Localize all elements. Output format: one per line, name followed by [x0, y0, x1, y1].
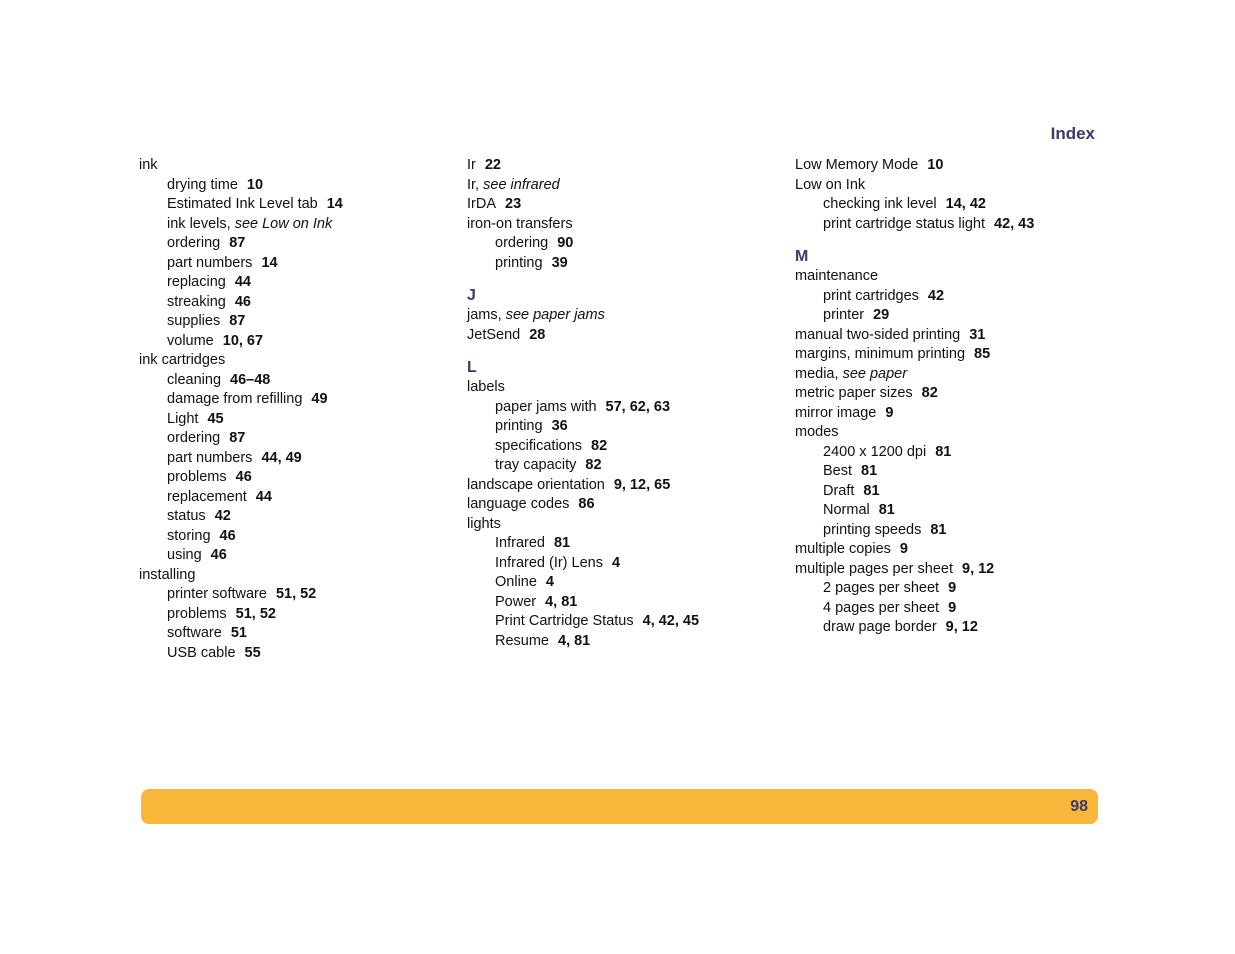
- index-entry: [795, 540, 1095, 560]
- page-reference: 9, 12, 65: [613, 476, 671, 493]
- entry-term: problems: [167, 469, 227, 485]
- page-reference: 42: [214, 508, 231, 524]
- entry-term: print cartridges: [823, 287, 919, 304]
- index-subentry: [467, 534, 767, 554]
- entry-term: printer software: [167, 586, 267, 602]
- entry-term: Infrared: [495, 535, 545, 551]
- see-reference: see Low on Ink: [234, 215, 333, 232]
- entry-term: Estimated Ink Level tab: [167, 196, 318, 212]
- page-reference: 86: [578, 496, 595, 512]
- index-subentry: [795, 482, 1095, 502]
- page-reference: 36: [551, 418, 568, 434]
- page-reference: 9: [948, 580, 957, 596]
- entry-term: ink: [139, 157, 158, 173]
- index-subentry: [795, 521, 1095, 541]
- page-reference: 28: [529, 326, 546, 343]
- index-entry: [467, 515, 767, 535]
- index-subentry: [795, 443, 1095, 463]
- entry-term: metric paper sizes: [795, 385, 913, 401]
- entry-term: draw page border: [823, 619, 937, 635]
- index-entry: [795, 423, 1095, 443]
- index-entry: [795, 156, 1095, 176]
- page-reference: 9, 12: [962, 560, 995, 577]
- index-subentry: [795, 462, 1095, 482]
- entry-term: printing: [495, 418, 543, 434]
- entry-term: storing: [167, 527, 211, 544]
- index-subentry: [467, 612, 767, 632]
- entry-term: landscape orientation: [467, 476, 605, 493]
- index-entry: [139, 566, 439, 586]
- entry-term: Power: [495, 593, 537, 610]
- index-entry: [467, 176, 767, 196]
- page-reference: 57, 62, 63: [605, 398, 671, 415]
- index-column-1: [139, 156, 439, 663]
- index-entry: [795, 326, 1095, 346]
- page-reference: 42, 43: [994, 215, 1035, 232]
- page-reference: 42: [927, 287, 945, 304]
- page-reference: 39: [551, 254, 568, 271]
- index-subentry: [795, 599, 1095, 619]
- page-reference: 81: [935, 443, 952, 460]
- entry-term: streaking: [167, 293, 226, 310]
- index-subentry: [139, 312, 439, 332]
- page-reference: 29: [873, 307, 890, 323]
- page-reference: 9: [899, 541, 908, 557]
- page-reference: 4: [545, 574, 554, 590]
- entry-term: multiple copies: [795, 541, 891, 557]
- page-reference: 87: [229, 430, 246, 446]
- entry-term: lights: [467, 515, 501, 532]
- page-reference: 14: [326, 196, 343, 212]
- entry-term: ordering: [167, 235, 221, 251]
- page-reference: 9: [948, 599, 957, 616]
- index-column-2: [467, 156, 767, 651]
- entry-term: volume: [167, 332, 214, 349]
- index-entry: [795, 384, 1095, 404]
- entry-term: Print Cartridge Status: [495, 613, 634, 629]
- page-reference: 49: [311, 391, 328, 407]
- entry-term: Light: [167, 410, 199, 427]
- page-reference: 46: [235, 469, 252, 485]
- entry-term: print cartridge status light: [823, 215, 985, 232]
- page-reference: 4, 81: [558, 632, 591, 649]
- entry-term: 2 pages per sheet: [823, 580, 940, 596]
- page-reference: 44, 49: [261, 449, 302, 466]
- entry-term: Low Memory Mode: [795, 157, 919, 173]
- index-entry: [467, 378, 767, 398]
- entry-term: modes: [795, 424, 839, 440]
- entry-term: paper jams with: [495, 398, 597, 415]
- entry-term: problems: [167, 605, 227, 622]
- entry-term: multiple pages per sheet: [795, 560, 953, 577]
- page-reference: 44: [255, 488, 272, 505]
- index-subentry: [139, 215, 439, 235]
- page-reference: 9, 12: [945, 619, 978, 635]
- page-reference: 23: [505, 196, 522, 212]
- index-entry: [467, 306, 767, 326]
- page-reference: 82: [585, 457, 602, 473]
- index-subentry: [467, 234, 767, 254]
- page-reference: 10: [927, 157, 944, 173]
- index-subentry: [139, 624, 439, 644]
- entry-term: ordering: [167, 430, 221, 446]
- index-entry: [795, 267, 1095, 287]
- index-subentry: [795, 287, 1095, 307]
- index-entry: [139, 351, 439, 371]
- index-entry: [467, 156, 767, 176]
- entry-term: iron-on transfers: [467, 215, 573, 232]
- entry-term: language codes: [467, 496, 570, 512]
- entry-term: printer: [823, 307, 865, 323]
- index-subentry: [139, 195, 439, 215]
- page-number: 98: [1070, 798, 1088, 815]
- entry-term: Online: [495, 574, 537, 590]
- entry-term: Ir,: [467, 176, 480, 193]
- page-reference: 82: [591, 437, 608, 454]
- index-letter-heading: J: [467, 287, 476, 304]
- page-reference: 81: [861, 463, 878, 479]
- entry-term: checking ink level: [823, 196, 937, 212]
- entry-term: 2400 x 1200 dpi: [823, 443, 927, 460]
- entry-term: drying time: [167, 176, 238, 193]
- page-reference: 85: [974, 346, 991, 362]
- entry-term: ordering: [495, 235, 549, 251]
- index-subentry: [139, 527, 439, 547]
- page-reference: 10: [246, 176, 264, 193]
- page-reference: 81: [863, 482, 880, 499]
- entry-term: Draft: [823, 482, 855, 499]
- index-subentry: [139, 546, 439, 566]
- index-subentry: [467, 456, 767, 476]
- index-letter-heading: M: [795, 248, 809, 265]
- see-reference: see paper: [842, 365, 908, 382]
- page-reference: 51: [230, 625, 247, 641]
- page-reference: 22: [484, 157, 501, 173]
- index-entry: [467, 495, 767, 515]
- page-reference: 51, 52: [235, 605, 276, 622]
- index-entry: [467, 476, 767, 496]
- index-subentry: [139, 488, 439, 508]
- index-subentry: [139, 507, 439, 527]
- page-reference: 87: [229, 235, 246, 251]
- index-subentry: [139, 176, 439, 196]
- page-reference: 55: [244, 644, 261, 661]
- entry-term: printing: [495, 254, 543, 271]
- see-reference: see paper jams: [505, 307, 605, 323]
- index-subentry: [139, 644, 439, 664]
- page-reference: 4, 81: [545, 593, 578, 610]
- entry-term: Normal: [823, 502, 870, 518]
- index-entry: [467, 195, 767, 215]
- index-entry: [795, 176, 1095, 196]
- index-subentry: [139, 234, 439, 254]
- index-subentry: [467, 417, 767, 437]
- index-subentry: [795, 618, 1095, 638]
- index-subentry: [139, 429, 439, 449]
- page-reference: 4: [612, 554, 621, 571]
- page-reference: 46: [234, 293, 251, 310]
- entry-term: part numbers: [167, 254, 253, 271]
- page-reference: 46: [210, 547, 227, 563]
- index-subentry: [467, 437, 767, 457]
- index-subentry: [467, 593, 767, 613]
- entry-term: Low on Ink: [795, 176, 866, 193]
- index-subentry: [795, 579, 1095, 599]
- index-subentry: [795, 215, 1095, 235]
- page-reference: 14: [261, 254, 278, 271]
- page-reference: 9: [885, 404, 894, 421]
- index-entry: [795, 365, 1095, 385]
- entry-term: cleaning: [167, 371, 222, 388]
- page-reference: 31: [969, 326, 986, 343]
- page-reference: 90: [557, 235, 574, 251]
- page-reference: 46: [219, 527, 236, 544]
- entry-term: 4 pages per sheet: [823, 599, 940, 616]
- entry-term: manual two-sided printing: [795, 326, 961, 343]
- index-subentry: [467, 632, 767, 652]
- entry-term: specifications: [495, 437, 583, 454]
- entry-term: labels: [467, 379, 505, 395]
- index-subentry: [467, 554, 767, 574]
- entry-term: JetSend: [467, 326, 521, 343]
- page-reference: 45: [207, 410, 224, 427]
- entry-term: replacement: [167, 488, 247, 505]
- index-subentry: [467, 573, 767, 593]
- page-reference: 51, 52: [275, 586, 317, 602]
- index-subentry: [139, 449, 439, 469]
- index-subentry: [795, 306, 1095, 326]
- entry-term: jams,: [467, 307, 502, 323]
- index-subentry: [467, 254, 767, 274]
- entry-term: IrDA: [467, 196, 496, 212]
- index-column-3: [795, 156, 1095, 638]
- index-letter-heading: L: [467, 359, 477, 376]
- entry-term: replacing: [167, 274, 226, 290]
- entry-term: tray capacity: [495, 457, 577, 473]
- index-entry: [795, 345, 1095, 365]
- index-entry: [795, 560, 1095, 580]
- entry-term: Best: [823, 463, 853, 479]
- entry-term: ink cartridges: [139, 352, 226, 368]
- page-reference: 4, 42, 45: [642, 613, 700, 629]
- entry-term: software: [167, 625, 222, 641]
- page-reference: 81: [553, 535, 571, 551]
- index-subentry: [467, 398, 767, 418]
- page-reference: 10, 67: [222, 332, 264, 349]
- index-subentry: [795, 501, 1095, 521]
- entry-term: margins, minimum printing: [795, 346, 966, 362]
- entry-term: USB cable: [167, 644, 236, 661]
- entry-term: damage from refilling: [167, 391, 303, 407]
- entry-term: printing speeds: [823, 521, 922, 538]
- page-reference: 81: [878, 502, 895, 518]
- entry-term: status: [167, 508, 206, 524]
- entry-term: ink levels,: [167, 215, 231, 232]
- entry-term: installing: [139, 566, 196, 583]
- page-reference: 82: [921, 385, 938, 401]
- entry-term: maintenance: [795, 268, 879, 284]
- entry-term: mirror image: [795, 404, 877, 421]
- index-subentry: [139, 371, 439, 391]
- entry-term: media,: [795, 365, 839, 382]
- see-reference: see infrared: [483, 176, 560, 193]
- entry-term: Ir: [467, 157, 476, 173]
- entry-term: Infrared (Ir) Lens: [495, 554, 603, 571]
- index-entry: [139, 156, 439, 176]
- entry-term: Resume: [495, 632, 549, 649]
- index-subentry: [795, 195, 1095, 215]
- index-subentry: [139, 410, 439, 430]
- index-subentry: [139, 273, 439, 293]
- footer-bar: [141, 789, 1098, 824]
- index-entry: [467, 215, 767, 235]
- index-entry: [467, 326, 767, 346]
- page-reference: 44: [234, 274, 251, 290]
- index-subentry: [139, 605, 439, 625]
- page-reference: 14, 42: [945, 196, 986, 212]
- index-subentry: [139, 468, 439, 488]
- entry-term: supplies: [167, 313, 221, 329]
- index-entry: [795, 404, 1095, 424]
- index-subentry: [139, 390, 439, 410]
- page-reference: 87: [229, 313, 246, 329]
- entry-term: part numbers: [167, 449, 253, 466]
- index-subentry: [139, 332, 439, 352]
- section-title: Index: [1050, 124, 1095, 143]
- entry-term: using: [167, 547, 202, 563]
- index-subentry: [139, 585, 439, 605]
- index-subentry: [139, 293, 439, 313]
- page-reference: 81: [930, 521, 947, 538]
- page-reference: 46–48: [230, 371, 271, 388]
- index-subentry: [139, 254, 439, 274]
